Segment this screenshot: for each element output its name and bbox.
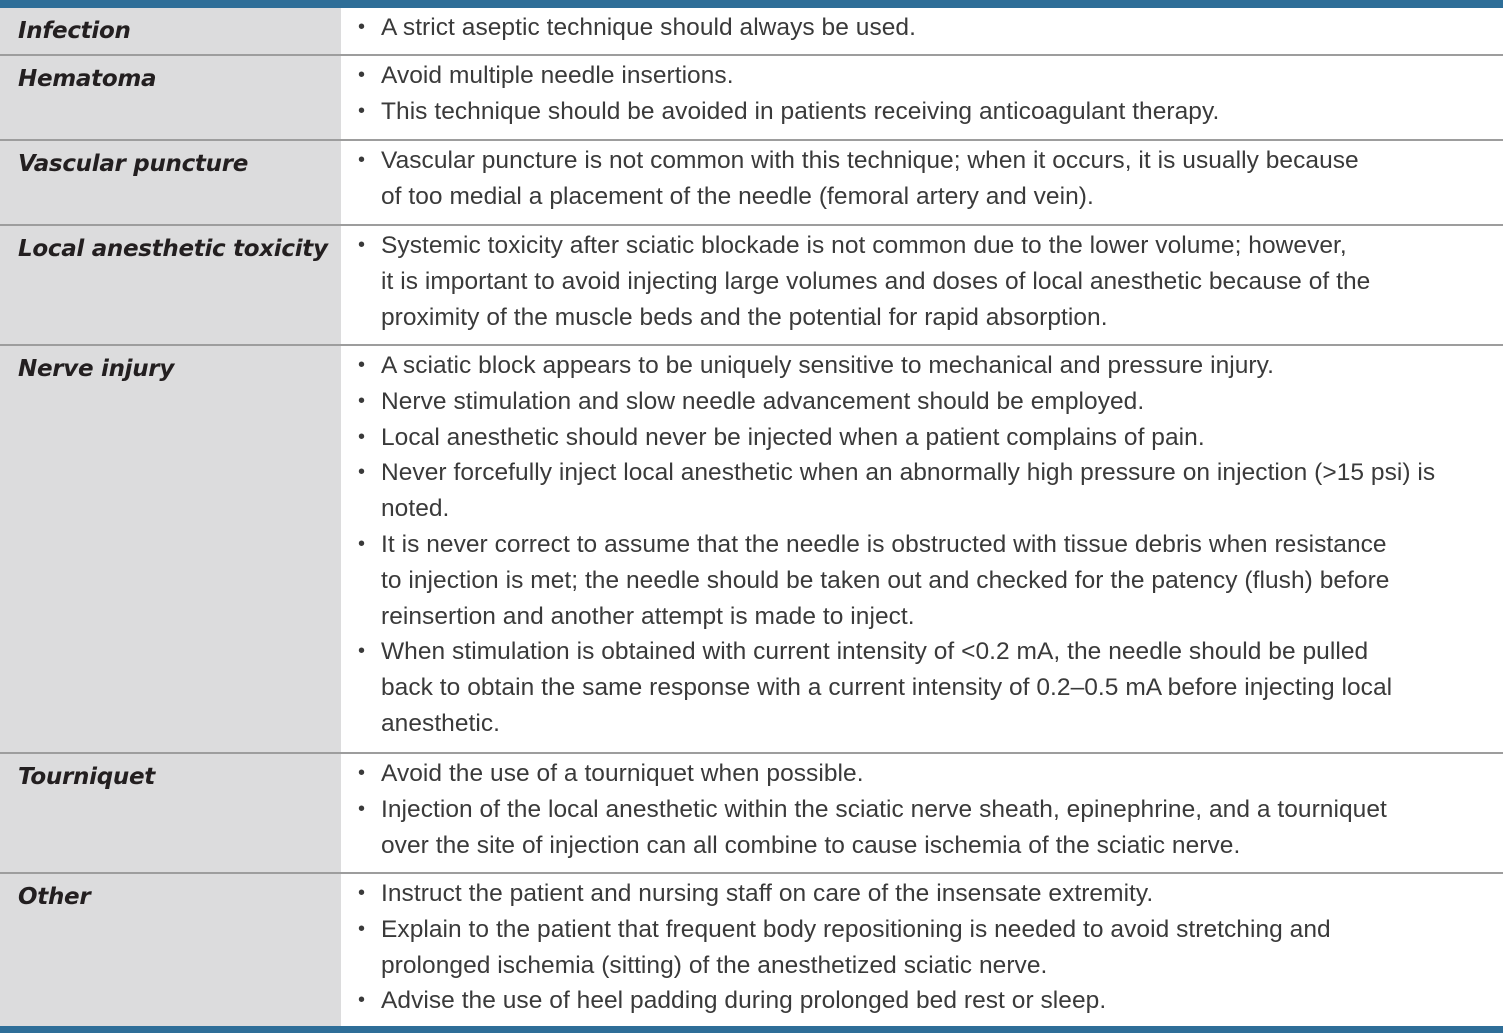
bullet-list [341,756,1503,863]
bullet-item [341,10,1503,46]
bullet-text-line: Advise the use of heel padding during prolonged bed rest or sleep. [381,987,1107,1015]
row-label: Other [18,884,91,910]
row-label: Nerve injury [18,356,175,382]
bullet-text-line: Avoid the use of a tourniquet when possible. [381,760,864,787]
table-row-infection [0,8,1503,56]
bullet-text-line: to injection is met; the needle should be taken out and checked for the patency (flush) before [381,566,1390,594]
bullet-item [341,756,1503,792]
bullet-text-line: When stimulation is obtained with current intensity of <0.2 mA, the needle should be pulled [381,638,1369,666]
bullet-item [341,143,1503,215]
bottom-rule [0,1026,1503,1033]
bullet-text-line: anesthetic. [381,709,501,737]
bullet-text-line: A sciatic block appears to be uniquely sensitive to mechanical and pressure injury. [381,352,1274,379]
bullet-list [341,228,1503,335]
bullet-item [341,348,1503,384]
bullet-text-line: Avoid multiple needle insertions. [381,62,734,89]
row-label: Vascular puncture [18,151,249,177]
row-label-cell [0,8,341,54]
bullet-dot-icon: • [358,389,366,412]
bullet-text-line: reinsertion and another attempt is made to inject. [381,602,915,630]
bullet-text-line: Explain to the patient that frequent body repositioning is needed to avoid stretching and [381,915,1331,943]
table-row-vascular-puncture [0,141,1503,226]
bullet-dot-icon: • [358,882,366,904]
row-label-cell [0,226,341,344]
bullet-item [341,58,1503,94]
bullet-item [341,876,1503,912]
bullet-text-line: It is never correct to assume that the needle is obstructed with tissue debris when resistance [381,530,1387,558]
row-label: Local anesthetic toxicity [18,236,328,262]
row-content-cell [341,874,1503,1026]
row-label-cell [0,874,341,1026]
table-row-hematoma [0,56,1503,141]
bullet-dot-icon: • [358,532,366,555]
row-content-cell [341,56,1503,139]
bullet-dot-icon: • [358,354,366,376]
bullet-dot-icon: • [358,64,366,86]
table-row-nerve-injury [0,346,1503,754]
bullet-text-line: Never forcefully inject local anesthetic when an abnormally high pressure on injection (>15 psi) is [381,459,1436,487]
bullet-list [341,58,1503,130]
bullet-dot-icon: • [358,797,366,820]
bullet-item [341,527,1503,634]
row-label-cell [0,754,341,872]
bullet-text-line: over the site of injection can all combine to cause ischemia of the sciatic nerve. [381,831,1241,859]
bullet-item [341,384,1503,420]
bullet-text-line: prolonged ischemia (sitting) of the anesthetized sciatic nerve. [381,951,1048,979]
row-label: Tourniquet [18,764,155,790]
row-content-cell [341,346,1503,752]
row-label: Hematoma [18,66,157,92]
table-row-other [0,874,1503,1026]
bullet-dot-icon: • [358,99,366,122]
bullet-text-line: it is important to avoid injecting large volumes and doses of local anesthetic because of the [381,267,1371,295]
table-row-tourniquet [0,754,1503,874]
row-label-cell [0,56,341,139]
bullet-text-line: proximity of the muscle beds and the potential for rapid absorption. [381,303,1108,331]
bullet-list [341,348,1503,742]
bullet-text-line: back to obtain the same response with a current intensity of 0.2–0.5 mA before injecting local [381,674,1393,702]
bullet-dot-icon: • [358,149,366,171]
table-row-local-anesthetic-toxicity [0,226,1503,346]
bullet-dot-icon: • [358,234,366,256]
bullet-text-line: A strict aseptic technique should always be used. [381,14,916,41]
bullet-item [341,420,1503,456]
bullet-text-line: Injection of the local anesthetic within the sciatic nerve sheath, epinephrine, and a tourniquet [381,795,1387,823]
bullet-item [341,94,1503,130]
bullet-dot-icon: • [358,917,366,940]
bullet-dot-icon: • [358,461,366,484]
bullet-text-line: This technique should be avoided in patients receiving anticoagulant therapy. [381,97,1220,125]
row-content-cell [341,754,1503,872]
top-rule [0,0,1503,8]
bullet-text-line: Nerve stimulation and slow needle advancement should be employed. [381,387,1145,415]
bullet-text-line: Vascular puncture is not common with this technique; when it occurs, it is usually because [381,147,1359,174]
bullet-dot-icon: • [358,425,366,448]
bullet-item [341,983,1503,1019]
bullet-text-line: Instruct the patient and nursing staff on care of the insensate extremity. [381,880,1154,907]
bullet-item [341,634,1503,741]
bullet-text-line: Systemic toxicity after sciatic blockade is not common due to the lower volume; however, [381,232,1347,259]
bullet-dot-icon: • [358,762,366,784]
bullet-list [341,10,1503,46]
bullet-text-line: of too medial a placement of the needle (femoral artery and vein). [381,182,1094,210]
row-content-cell [341,8,1503,54]
row-label-cell [0,346,341,752]
bullet-item [341,792,1503,864]
bullet-text-line: noted. [381,495,450,523]
bullet-list [341,143,1503,215]
bullet-dot-icon: • [358,640,366,663]
row-label: Infection [18,18,131,44]
bullet-item [341,455,1503,527]
bullet-item [341,912,1503,984]
row-content-cell [341,141,1503,224]
bullet-item [341,228,1503,335]
bullet-list [341,876,1503,1019]
bullet-dot-icon: • [358,16,366,38]
row-content-cell [341,226,1503,344]
bullet-dot-icon: • [358,989,366,1012]
row-label-cell [0,141,341,224]
bullet-text-line: Local anesthetic should never be injected when a patient complains of pain. [381,423,1205,451]
